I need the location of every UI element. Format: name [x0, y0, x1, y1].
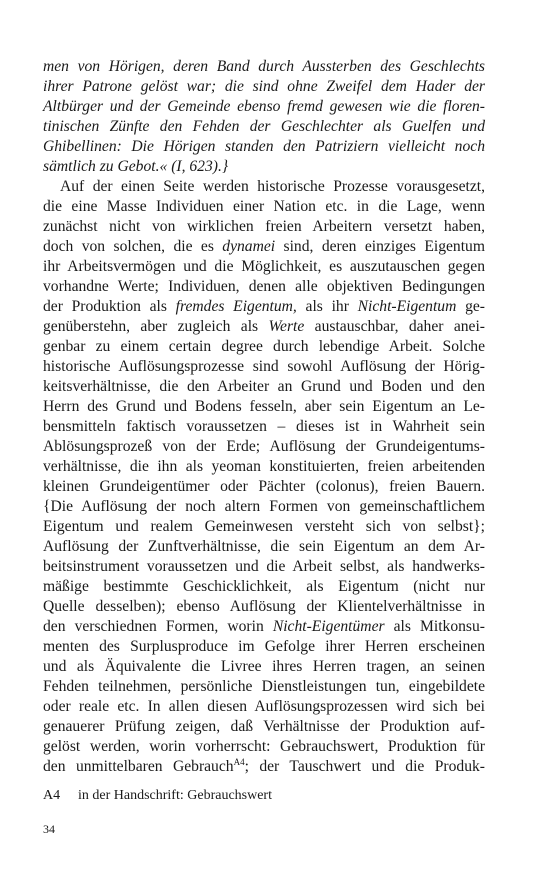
text-line: [43, 757, 485, 777]
text-line: [43, 437, 485, 457]
text-span: ; der Tauschwert und die Produk-: [244, 758, 485, 775]
text-line: [43, 117, 485, 137]
text-line: [43, 377, 485, 397]
text-line: [43, 737, 485, 757]
footnote-ref: A4: [233, 757, 245, 767]
page-number: 34: [43, 822, 55, 836]
text-line: [43, 457, 485, 477]
italic-text: Altbürger und der Gemeinde ebenso fremd gewesen wie die floren-: [43, 98, 485, 115]
text-line: [43, 617, 485, 637]
footnote-text: in der Handschrift: Gebrauchswert: [78, 788, 272, 803]
text-span: Auflösung der Zunftverhältnisse, die sein Eigentum an dem Ar-: [43, 538, 485, 555]
text-line: [43, 657, 485, 677]
text-line: [43, 197, 485, 217]
text-span: zunächst nicht von wirklichen freien Arbeitern versetzt haben,: [43, 218, 485, 235]
text-line: [43, 517, 485, 537]
italic-text: Werte: [268, 318, 305, 335]
text-span: gelöst werden, worin vorherrscht: Gebrauchswert, Produktion für: [43, 738, 485, 755]
text-span: Ablösungsprozeß von der Erde; Auflösung der Grundeigentums-: [43, 438, 485, 455]
text-line: [43, 677, 485, 697]
text-span: Eigentum und realem Gemeinwesen versteht sich von selbst};: [43, 518, 485, 535]
text-span: ge-: [456, 298, 485, 315]
text-line: [43, 297, 485, 317]
text-line: [43, 97, 485, 117]
text-span: Fehden teilnehmen, persönliche Dienstleistungen tun, eingebildete: [43, 678, 485, 695]
text-line: [43, 337, 485, 357]
text-line: [43, 577, 485, 597]
text-span: keitsverhältnisse, die den Arbeiter an Grund und Boden und den: [43, 378, 485, 395]
text-line: [43, 637, 485, 657]
text-span: den verschiednen Formen, worin: [43, 618, 273, 635]
italic-text: Ghibellinen: Die Hörigen standen den Patriziern vielleicht noch: [43, 138, 485, 155]
text-span: verhältnisse, die ihn als yeoman konstituierten, freien arbeitenden: [43, 458, 485, 475]
text-line: [43, 257, 485, 277]
text-line: [43, 217, 485, 237]
text-line: [43, 57, 485, 77]
italic-text: sämtlich zu Gebot.« (I, 623).}: [43, 158, 229, 175]
text-span: mäßige bestimmte Geschicklichkeit, als Eigentum (nicht nur: [43, 578, 485, 595]
text-span: und als Äquivalente die Livree ihres Herren tragen, an seinen: [43, 658, 485, 675]
text-span: doch von solchen, die es: [43, 238, 223, 255]
text-span: ihr Arbeitsvermögen und die Möglichkeit, es auszutauschen gegen: [43, 258, 485, 275]
text-line: [43, 357, 485, 377]
text-span: die eine Masse Individuen einer Nation etc. in die Lage, wenn: [43, 198, 485, 215]
italic-text: Nicht-Eigentum: [357, 298, 457, 315]
text-span: kleinen Grundeigentümer oder Pächter (colonus), freien Bauern.: [43, 478, 485, 495]
text-span: historische Auflösungsprozesse sind sowohl Auflösung der Hörig-: [43, 358, 485, 375]
text-line: [43, 237, 485, 257]
italic-text: dynamei: [222, 238, 276, 255]
text-span: vorhandne Werte; Individuen, denen alle objektiven Bedingungen: [43, 278, 485, 295]
text-span: genbar zu einem certain degree durch lebendige Arbeit. Solche: [43, 338, 485, 355]
text-span: Quelle desselben); ebenso Auflösung der Klientelverhältnisse in: [43, 598, 485, 615]
text-line: [43, 597, 485, 617]
text-span: der Produktion als: [43, 298, 176, 315]
text-line: [60, 177, 485, 197]
text-span: als ihr: [296, 298, 358, 315]
footnote: [43, 787, 485, 805]
text-line: [43, 497, 485, 517]
italic-text: Nicht-Eigentümer: [272, 618, 385, 635]
text-line: [43, 277, 485, 297]
text-span: Auf der einen Seite werden historische Prozesse vorausgesetzt,: [60, 178, 485, 195]
text-line: [43, 697, 485, 717]
text-line: [43, 557, 485, 577]
text-line: [43, 137, 485, 157]
text-line: [43, 397, 485, 417]
text-span: beitsinstrument voraussetzen und die Arbeit selbst, als handwerks-: [43, 558, 485, 575]
italic-text: men von Hörigen, deren Band durch Aussterben des Geschlechts: [43, 58, 485, 75]
text-span: genüberstehn, aber zugleich als: [43, 318, 269, 335]
text-line: [43, 417, 485, 437]
text-span: austauschbar, daher anei-: [304, 318, 485, 335]
italic-text: fremdes Eigentum,: [175, 298, 297, 315]
italic-text: tinischen Zünfte den Fehden der Geschlechter als Guelfen und: [43, 118, 485, 135]
text-line: [43, 717, 485, 737]
text-line: [43, 317, 485, 337]
text-line: [43, 537, 485, 557]
text-span: als Mitkonsu-: [384, 618, 485, 635]
italic-text: ihrer Patrone gelöst war; die sind ohne Zweifel dem Hader der: [43, 78, 485, 95]
text-line: [43, 477, 485, 497]
text-span: menten des Surplusproduce im Gefolge ihrer Herren erscheinen: [43, 638, 485, 655]
text-span: Herrn des Grund und Bodens fesseln, aber sein Eigentum an Le-: [43, 398, 485, 415]
text-line: [43, 77, 485, 97]
text-span: den unmittelbaren Gebrauch: [43, 758, 234, 775]
text-span: oder reale etc. In allen diesen Auflösungsprozessen wird sich bei: [43, 698, 485, 715]
text-span: bensmitteln faktisch voraussetzen – dieses ist in Wahrheit sein: [43, 418, 485, 435]
text-span: {Die Auflösung der noch altern Formen von gemeinschaftlichem: [43, 498, 485, 515]
text-line: [43, 157, 485, 177]
text-span: sind, deren einziges Eigentum: [275, 238, 485, 255]
text-span: genauerer Prüfung zeigen, daß Verhältnisse der Produktion auf-: [43, 718, 485, 735]
footnote-label: A4: [43, 788, 61, 803]
